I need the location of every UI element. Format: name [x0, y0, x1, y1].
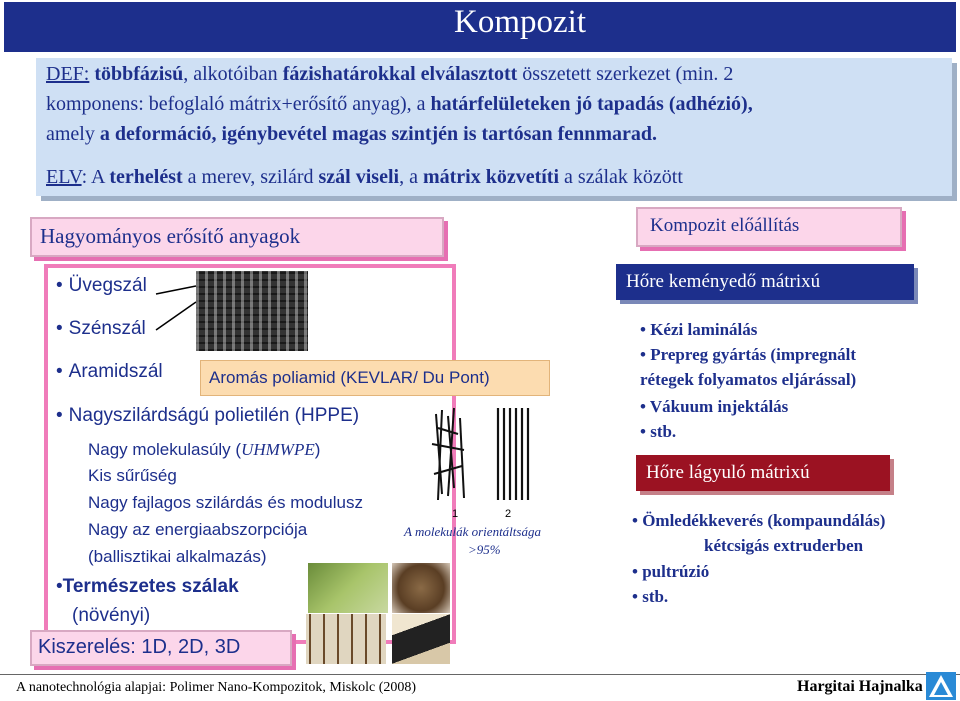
def-bold: a deformáció, igénybevétel magas szintjén is tartósan fennmarad. [99, 123, 658, 145]
fiber-label: Aramidszál [68, 361, 163, 382]
fiber-sticks-photo [306, 614, 386, 664]
thermoset-item: • stb. [640, 422, 677, 441]
orientation-label-2: 2 [505, 508, 512, 520]
thermoset-item: • Vákuum injektálás [640, 397, 789, 416]
orientation-label-1: 1 [452, 508, 459, 520]
prop-abbrev: UHMWPE [241, 440, 315, 459]
fiber-item-carbon: • Szénszál [56, 318, 146, 339]
packaging-box [30, 630, 292, 666]
property-specific-strength: Nagy fajlagos szilárdás és modulusz [88, 493, 363, 512]
def-label: DEF: [46, 63, 90, 85]
footer-divider [0, 674, 960, 675]
def-bold: többfázisú [94, 63, 184, 85]
item-text: pultrúzió [642, 562, 710, 581]
thermoset-matrix-box [616, 264, 914, 300]
definition-line-3 [46, 123, 657, 146]
packaging-text: Kiszerelés: 1D, 2D, 3D [38, 636, 241, 658]
fiber-item-natural: •Természetes szálak [56, 576, 239, 597]
composite-production-heading [636, 207, 902, 247]
thermoset-label: Hőre keményedő mátrixú [626, 271, 821, 292]
fiber-item-hppe: • Nagyszilárdságú polietilén (HPPE) [56, 405, 360, 426]
slide-title: Kompozit [454, 4, 586, 40]
item-text: Vákuum injektálás [649, 397, 789, 416]
footer-author: Hargitai Hajnalka [797, 678, 923, 695]
fabric-weave-image [196, 271, 308, 351]
property-density: Kis sűrűség [88, 466, 177, 485]
def-bold: határfelületeken jó tapadás (adhézió), [430, 93, 753, 115]
property-molecular-weight [88, 440, 320, 460]
def-text: , alkotóiban [183, 63, 283, 85]
def-text: összetett szerkezet (min. 2 [517, 63, 734, 85]
molecule-orientation-diagram [428, 404, 548, 504]
definition-box [36, 58, 952, 196]
thermoset-item: • Kézi laminálás [640, 320, 758, 339]
def-text: , a [399, 166, 423, 188]
def-text: a merev, szilárd [182, 166, 319, 188]
fiber-item-glass: • Üvegszál [56, 275, 147, 296]
elv-label: ELV [46, 166, 82, 188]
principle-line [46, 166, 683, 189]
item-text: Kézi laminálás [650, 320, 758, 339]
kevlar-note [200, 360, 550, 396]
fiber-mat-photo [392, 614, 450, 664]
orientation-value: >95% [468, 542, 501, 557]
def-text: a szálak között [559, 166, 683, 188]
fiber-item-aramid: • Aramidszál [56, 361, 163, 382]
heading-text: Kompozit előállítás [650, 215, 800, 236]
property-energy-absorption: Nagy az energiaabszorpciója [88, 520, 308, 539]
def-bold: mátrix közvetíti [422, 166, 560, 188]
def-bold: fázishatárokkal elválasztott [282, 63, 518, 85]
thermoplast-item-cont: kétcsigás extruderben [704, 536, 864, 555]
university-logo-icon [926, 672, 956, 700]
thermoplastic-matrix-box [636, 455, 890, 491]
heading-text: Hagyományos erősítő anyagok [40, 224, 301, 248]
prop-text: ) [314, 440, 321, 459]
definition-line-1 [46, 63, 733, 86]
def-bold: szál viseli [318, 166, 400, 188]
fiber-label: Nagyszilárdságú polietilén (HPPE) [68, 405, 360, 426]
plant-photo [308, 563, 388, 613]
definition-line-2 [46, 93, 753, 116]
fiber-label: Természetes szálak [62, 576, 239, 597]
item-text: Prepreg gyártás (impregnált [650, 345, 857, 364]
thermoplast-item: • Ömledékkeverés (kompaundálás) [632, 511, 886, 530]
fiber-label: Üvegszál [68, 275, 147, 296]
item-text: Ömledékkeverés (kompaundálás) [642, 511, 886, 530]
item-text: stb. [642, 587, 669, 606]
pointer-lines [150, 282, 200, 352]
thermoset-item: • Prepreg gyártás (impregnált [640, 345, 857, 364]
thermoset-item-cont: rétegek folyamatos eljárással) [640, 370, 857, 389]
def-text: komponens: befoglaló mátrix+erősítő anyag), a [46, 93, 431, 115]
thermoplast-label: Hőre lágyuló mátrixú [646, 462, 810, 483]
item-text: stb. [650, 422, 677, 441]
def-text: : A [81, 166, 110, 188]
footer-course-info: A nanotechnológia alapjai: Polimer Nano-Kompozitok, Miskolc (2008) [16, 680, 417, 695]
prop-text: Nagy molekulasúly ( [88, 440, 242, 459]
property-ballistic: (ballisztikai alkalmazás) [88, 547, 267, 566]
orientation-caption: A molekulák orientáltsága [404, 524, 541, 539]
def-bold: terhelést [109, 166, 183, 188]
fiber-bundle-photo [392, 563, 450, 613]
natural-fibers-subtitle: (növényi) [72, 605, 151, 626]
thermoplast-item: • stb. [632, 587, 669, 606]
def-text: amely [46, 123, 100, 145]
thermoplast-item: • pultrúzió [632, 562, 710, 581]
fiber-label: Szénszál [68, 318, 146, 339]
kevlar-text: Aromás poliamid (KEVLAR/ Du Pont) [209, 368, 490, 387]
traditional-reinforcements-heading [30, 217, 444, 257]
